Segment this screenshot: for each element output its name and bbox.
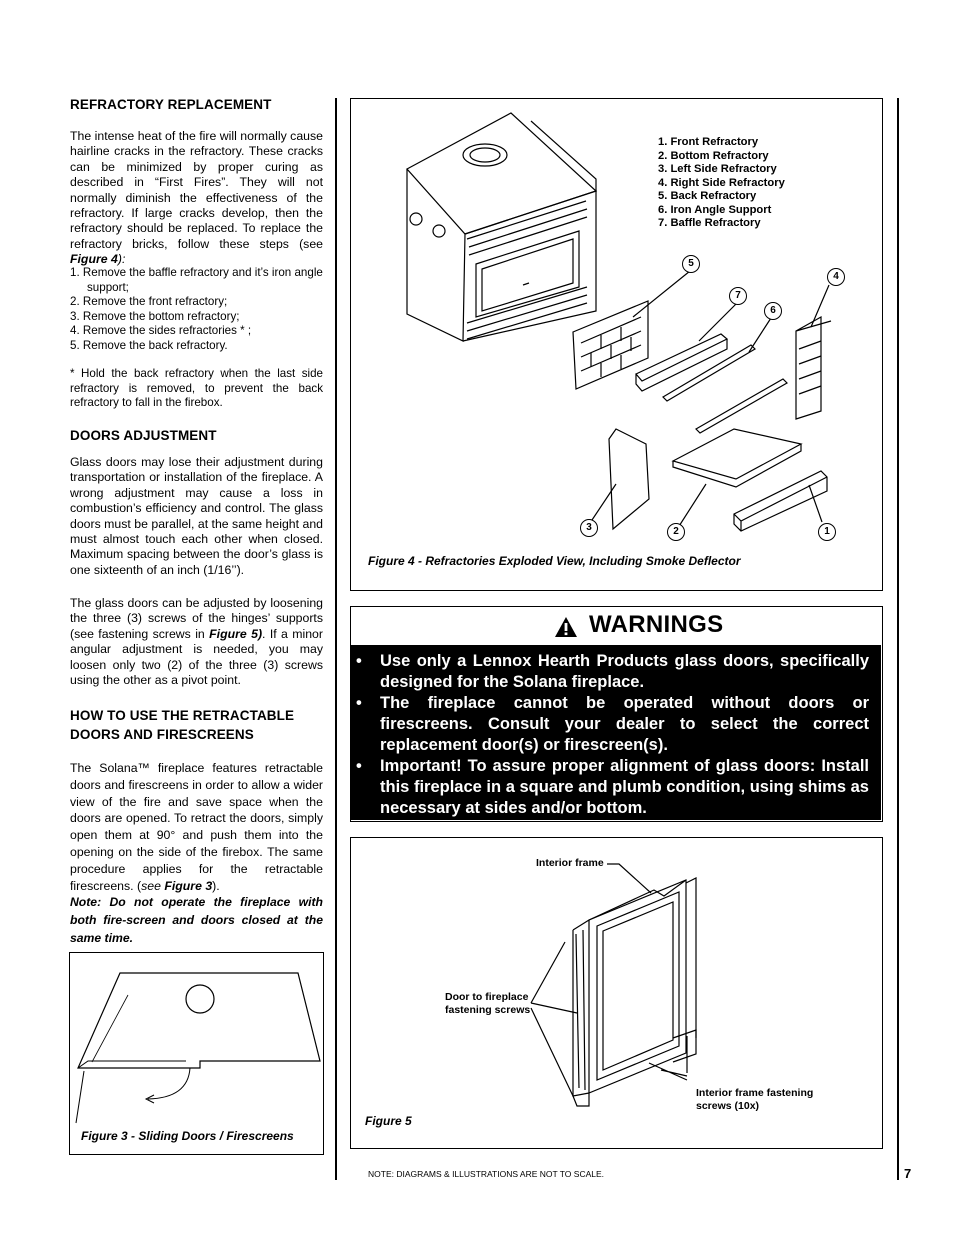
warning-item: • Important! To assure proper alignment of glass doors: Install this fireplace in a square and plumb condition, using shims as necessary at sides and/or bottom. <box>351 756 869 819</box>
step-item: 3. Remove the bottom refractory; <box>70 309 240 323</box>
figure-3-caption: Figure 3 - Sliding Doors / Firescreens <box>81 1129 294 1143</box>
parts-item: 7. Baffle Refractory <box>658 217 761 229</box>
refractory-footnote: * Hold the back refractory when the last side refractory is removed, to prevent the back refractory to fall in the firebox. <box>70 367 323 410</box>
step-item: 4. Remove the sides refractories * ; <box>70 324 252 338</box>
parts-item: 2. Bottom Refractory <box>658 149 769 162</box>
parts-item: 5. Back Refractory <box>658 190 757 202</box>
doors-paragraph-1: Glass doors may lose their adjustment during transportation or installation of the fireplace. A wrong adjustment may cause a loss in combustion’s efficiency and control. The glass doors must be parallel, at the same height and must almost touch each other when closed. Maximum spacing between the door’s glass is one sixteenth of an inch (1/16’’). <box>70 455 323 577</box>
refractory-steps <box>70 266 328 354</box>
step-item: 5. Remove the back refractory. <box>70 338 228 352</box>
sliding-doors-illustration <box>70 953 322 1153</box>
label-door-screws: Door to fireplace fastening screws <box>445 991 531 1016</box>
doors-heading: DOORS ADJUSTMENT <box>70 428 217 443</box>
parts-item: 6. Iron Angle Support <box>658 203 772 216</box>
callout-4: 4 <box>827 268 845 286</box>
warnings-box <box>350 606 883 822</box>
figure-5 <box>350 837 883 1149</box>
warning-triangle-icon <box>554 616 578 638</box>
callout-3: 3 <box>580 519 598 537</box>
refractory-heading: REFRACTORY REPLACEMENT <box>70 97 272 112</box>
callout-1: 1 <box>818 523 836 541</box>
refractories-exploded-view <box>351 99 881 589</box>
parts-item: 4. Right Side Refractory <box>658 176 785 189</box>
warnings-title: WARNINGS <box>589 611 724 638</box>
step-item: 2. Remove the front refractory; <box>70 295 228 309</box>
callout-5: 5 <box>682 255 700 273</box>
column-divider-right <box>897 98 899 1180</box>
warning-item: • Use only a Lennox Hearth Products glass doors, specifically designed for the Solana fireplace. <box>351 651 869 693</box>
parts-item: 1. Front Refractory <box>658 136 759 148</box>
callout-2: 2 <box>667 523 685 541</box>
footer-note: NOTE: DIAGRAMS & ILLUSTRATIONS ARE NOT TO SCALE. <box>368 1169 605 1179</box>
step-item: 1. Remove the baffle refractory and it’s iron angle support; <box>70 266 323 294</box>
warning-item: • The fireplace cannot be operated without doors or firescreens. Consult your dealer to select the correct replacement door(s) or firescreen(s). <box>351 693 869 756</box>
figure-3 <box>69 952 324 1155</box>
page-number: 7 <box>904 1166 912 1181</box>
label-interior-frame: Interior frame <box>536 857 604 869</box>
label-frame-screws: Interior frame fastening screws (10x) <box>696 1087 814 1112</box>
callout-6: 6 <box>764 302 782 320</box>
warnings-body <box>351 645 881 820</box>
retract-paragraph: The Solana™ fireplace features retractable doors and firescreens in order to allow a wider view of the fire and save space when the doors are opened. To retract the doors, simply open them at 90° and push them into the opening on the side of the firebox. The same procedure applies for the retractable firescreens. (see Figure 3). <box>70 761 323 893</box>
parts-list <box>658 136 785 231</box>
figure-4 <box>350 98 883 591</box>
figure-5-caption: Figure 5 <box>365 1114 412 1128</box>
figure-4-caption: Figure 4 - Refractories Exploded View, Including Smoke Deflector <box>368 554 741 568</box>
retract-heading: HOW TO USE THE RETRACTABLE DOORS AND FIRESCREENS <box>70 708 295 742</box>
parts-item: 3. Left Side Refractory <box>658 163 777 175</box>
callout-7: 7 <box>729 287 747 305</box>
column-divider-left <box>335 98 337 1180</box>
doors-paragraph-2: The glass doors can be adjusted by loosening the three (3) screws of the hinges’ supports (see fastening screws in Figure 5). If a minor angular adjustment is needed, you may loosen only two (2) of the three (3) screws using the other as a pivot point. <box>70 596 323 688</box>
refractory-intro: The intense heat of the fire will normally cause hairline cracks in the refractory. These cracks can be minimized by proper curing as described in “First Fires”. They will not normally diminish the effectiveness of the refractory. If large cracks develop, then the refractory should be replaced. To replace the refractory bricks, follow these steps (see Figure 4): <box>70 129 323 267</box>
warnings-header <box>351 607 881 645</box>
retract-note: Note: Do not operate the fireplace with both fire-screen and doors closed at the same time. <box>70 895 323 945</box>
